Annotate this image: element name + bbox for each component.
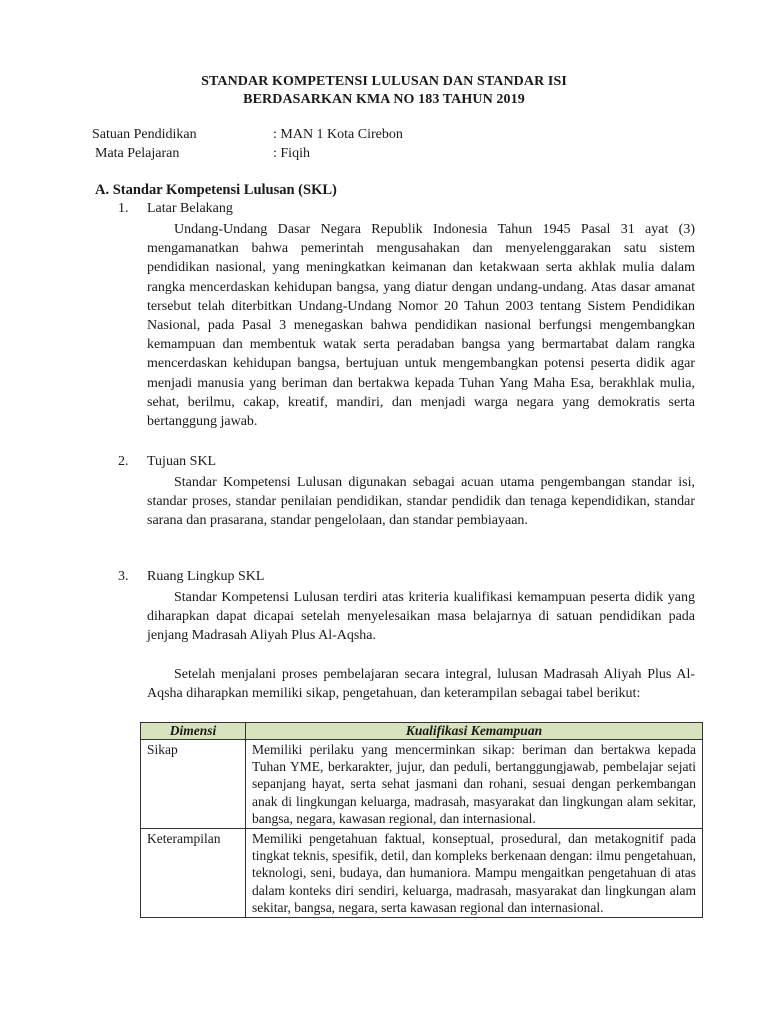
- ruang-lingkup-paragraph: Standar Kompetensi Lulusan terdiri atas kriteria kualifikasi kemampuan peserta didik yang diharapkan dapat dicapai setelah menyelesaikan masa belajarnya di satuan pendidikan pada jenjang Madrasah Aliyah Plus Al-Aqsha.: [147, 590, 695, 644]
- item-2-number: 2.: [118, 454, 129, 469]
- mata-pelajaran-label: Mata Pelajaran: [95, 146, 180, 161]
- row-dimensi-sikap: Sikap: [141, 740, 246, 829]
- satuan-pendidikan-label: Satuan Pendidikan: [92, 127, 197, 142]
- section-a-heading: A. Standar Kompetensi Lulusan (SKL): [95, 182, 337, 198]
- table-header-row: [141, 723, 703, 740]
- document-title-line-1: STANDAR KOMPETENSI LULUSAN DAN STANDAR ISI: [201, 74, 567, 89]
- document-title-line-2: BERDASARKAN KMA NO 183 TAHUN 2019: [243, 92, 525, 107]
- kualifikasi-table: [140, 722, 703, 918]
- item-1-title: Latar Belakang: [147, 201, 233, 216]
- latar-belakang-paragraph: Undang-Undang Dasar Negara Republik Indonesia Tahun 1945 Pasal 31 ayat (3) mengamanatkan bahwa pemerintah mengusahakan dan menyelenggarakan satu sistem pendidikan nasional, yang meningkatkan keimanan dan ketakwaan serta akhlak mulia dalam rangka mencerdaskan kehidupan bangsa, yang diatur dengan undang-undang. Atas dasar amanat tersebut telah diterbitkan Undang-Undang Nomor 20 Tahun 2003 tentang Sistem Pendidikan Nasional, pada Pasal 3 menegaskan bahwa pendidikan nasional berfungsi mengembangkan kemampuan dan membentuk watak serta peradaban bangsa yang bermartabat dalam rangka mencerdaskan kehidupan bangsa, bertujuan untuk mengembangkan potensi peserta didik agar menjadi manusia yang beriman dan bertakwa kepada Tuhan Yang Maha Esa, berakhlak mulia, sehat, berilmu, cakap, kreatif, mandiri, dan menjadi warga negara yang demokratis serta bertanggung jawab.: [147, 222, 695, 430]
- item-3-title: Ruang Lingkup SKL: [147, 569, 265, 584]
- header-kualifikasi: Kualifikasi Kemampuan: [246, 723, 703, 740]
- item-3-number: 3.: [118, 569, 129, 584]
- item-1-number: 1.: [118, 201, 129, 216]
- item-2-title: Tujuan SKL: [147, 454, 217, 469]
- ruang-lingkup-paragraph-2: Setelah menjalani proses pembelajaran secara integral, lulusan Madrasah Aliyah Plus Al-Aqsha diharapkan memiliki sikap, pengetahuan, dan keterampilan sebagai tabel berikut:: [147, 667, 695, 702]
- row-kualifikasi-keterampilan: Memiliki pengetahuan faktual, konseptual, prosedural, dan metakognitif pada tingkat teknis, spesifik, detil, dan kompleks berkenaan dengan: ilmu pengetahuan, teknologi, seni, budaya, dan humaniora. Mampu mengaitkan pengetahuan di atas dalam konteks diri sendiri, keluarga, madrasah, masyarakat dan lingkungan alam sekitar, bangsa, negara, serta kawasan regional dan internasional.: [246, 829, 703, 918]
- table-row: [141, 740, 703, 829]
- satuan-pendidikan-value: : MAN 1 Kota Cirebon: [273, 127, 403, 142]
- header-dimensi: Dimensi: [141, 723, 246, 740]
- mata-pelajaran-value: : Fiqih: [273, 146, 310, 161]
- row-dimensi-keterampilan: Keterampilan: [141, 829, 246, 918]
- row-kualifikasi-sikap: Memiliki perilaku yang mencerminkan sikap: beriman dan bertakwa kepada Tuhan YME, berkarakter, jujur, dan peduli, bertanggungjawab, pembelajar sejati sepanjang hayat, serta sehat jasmani dan rohani, sesuai dengan perkembangan anak di lingkungan keluarga, madrasah, masyarakat dan lingkungan alam sekitar, bangsa, negara, kawasan regional, dan internasional.: [246, 740, 703, 829]
- table-row: [141, 829, 703, 918]
- tujuan-skl-paragraph: Standar Kompetensi Lulusan digunakan sebagai acuan utama pengembangan standar isi, standar proses, standar penilaian pendidikan, standar pendidik dan tenaga kependidikan, standar sarana dan prasarana, standar pengelolaan, dan standar pembiayaan.: [147, 475, 695, 529]
